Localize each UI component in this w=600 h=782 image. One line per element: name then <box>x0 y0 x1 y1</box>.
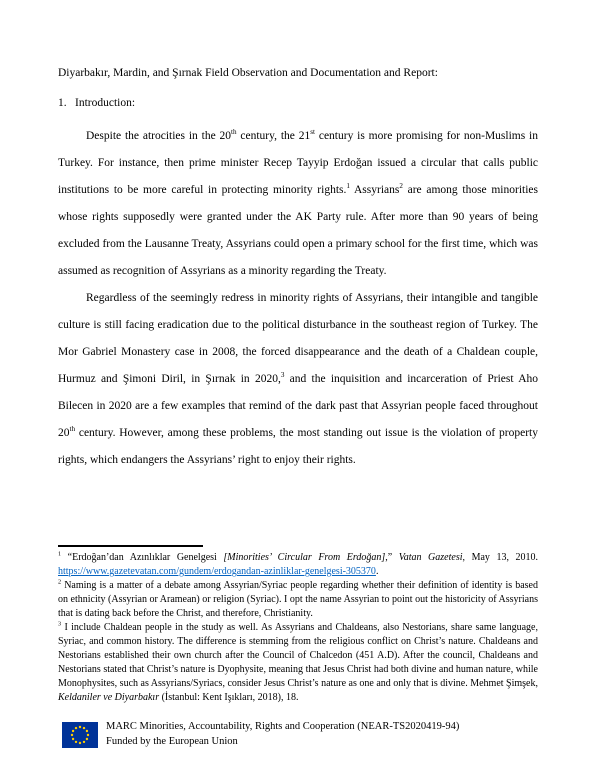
superscript-marker: 1 <box>346 182 350 191</box>
text-run: are among those minorities whose rights supposedly were granted under the AK Party rule. After more than 90 years of being excluded from the Lausanne Treaty, Assyrians could open a primary school for the first time, which was assumed as recognition of Assyrians as a minority regarding the Treaty. <box>58 184 538 277</box>
footnotes-section <box>58 551 538 705</box>
superscript-marker: 3 <box>58 620 62 628</box>
footnote-3 <box>58 621 538 705</box>
text-run: Despite the atrocities in the 20 <box>86 130 232 142</box>
footnote-1 <box>58 551 538 579</box>
superscript-marker: 3 <box>280 371 285 380</box>
section-heading <box>58 97 538 109</box>
footer-funding-line: Funded by the European Union <box>106 736 238 747</box>
italic-text: Vatan Gazetesi <box>398 552 463 563</box>
italic-text: Keldaniler ve Diyarbakır <box>58 692 160 703</box>
text-run: and the inquisition and incarceration of Priest Aho Bilecen in 2020 are a few examples that remind of the dark past that Assyrian people faced throughout 20 <box>58 373 539 439</box>
document-title: Diyarbakır, Mardin, and Şırnak Field Observation and Documentation and Report: <box>58 67 438 79</box>
superscript-marker: th <box>69 425 76 434</box>
footer-project-line: MARC Minorities, Accountability, Rights and Cooperation (NEAR-TS2020419-94) <box>106 721 460 732</box>
body-text <box>58 123 538 474</box>
footer-text <box>106 719 459 749</box>
text-run: century, the 21 <box>236 130 311 142</box>
text-run: . <box>375 566 379 577</box>
text-run: I include Chaldean people in the study as well. As Assyrians and Chaldeans, also Nestorians, share same language, Syriac, and common history. The difference is stemming from the religious conflict on Christ’s nature. Chaldeans and Nestorians established their own church after the Council of Chalcedon (451 A.D). After the council, Chaldeans and Nestorians stated that Christ’s nature is Dyophysite, meaning that Jesus Christ had both divine and human nature, while Monophysites, such as Assyrians/Syriacs, consider Jesus Christ’s nature as one and only that is divine. Mehmet Şimşek, <box>58 622 538 689</box>
text-run: Naming is a matter of a debate among Assyrian/Syriac people regarding whether their definition of identity is based on ethnicity (Assyrian or Aramean) or religion (Syriac). I opt the name Assyrian to point out the historicity of Assyrians that is dating back before the Christ, and therefore, Christianity. <box>58 580 538 619</box>
superscript-marker: 2 <box>58 578 62 586</box>
footnote-url-link[interactable]: https://www.gazetevatan.com/gundem/erdogandan-azinliklar-genelgesi-305370 <box>58 566 376 577</box>
paragraph-introduction-1 <box>58 123 538 285</box>
footnote-separator <box>58 545 203 547</box>
text-run: Assyrians <box>349 184 400 196</box>
text-run: ,” <box>385 552 399 563</box>
superscript-marker: 2 <box>399 182 403 191</box>
text-run: Regardless of the seemingly redress in minority rights of Assyrians, their intangible and tangible culture is still facing eradication due to the political disturbance in the southeast region of Turkey. The Mor Gabriel Monastery case in 2008, the forced disappearance and the death of a Chaldean couple, Hurmuz and Şimoni Diril, in Şırnak in 2020, <box>58 292 538 385</box>
page-footer <box>62 719 459 749</box>
text-run: century. However, among these problems, the most standing out issue is the violation of property rights, which endangers the Assyrians’ right to enjoy their rights. <box>58 427 538 466</box>
text-run: , May 13, 2010. <box>462 552 538 563</box>
footnote-2 <box>58 579 538 621</box>
text-run: century is more promising for non-Muslims in Turkey. For instance, then prime minister Recep Tayyip Erdoğan issued a circular that calls public institutions to be more careful in protecting minority rights. <box>58 130 538 196</box>
superscript-marker: th <box>231 128 237 137</box>
eu-flag-icon <box>62 722 98 748</box>
section-label: Introduction: <box>75 97 136 109</box>
italic-text: [Minorities’ Circular From Erdoğan] <box>223 552 386 563</box>
text-run: “Erdoğan’dan Azınlıklar Genelgesi <box>61 552 224 563</box>
superscript-marker: 1 <box>58 550 62 558</box>
paragraph-introduction-2 <box>58 285 538 474</box>
section-number: 1. <box>58 97 67 109</box>
text-run: (İstanbul: Kent Işıkları, 2018), 18. <box>159 692 299 703</box>
superscript-marker: st <box>310 128 316 137</box>
